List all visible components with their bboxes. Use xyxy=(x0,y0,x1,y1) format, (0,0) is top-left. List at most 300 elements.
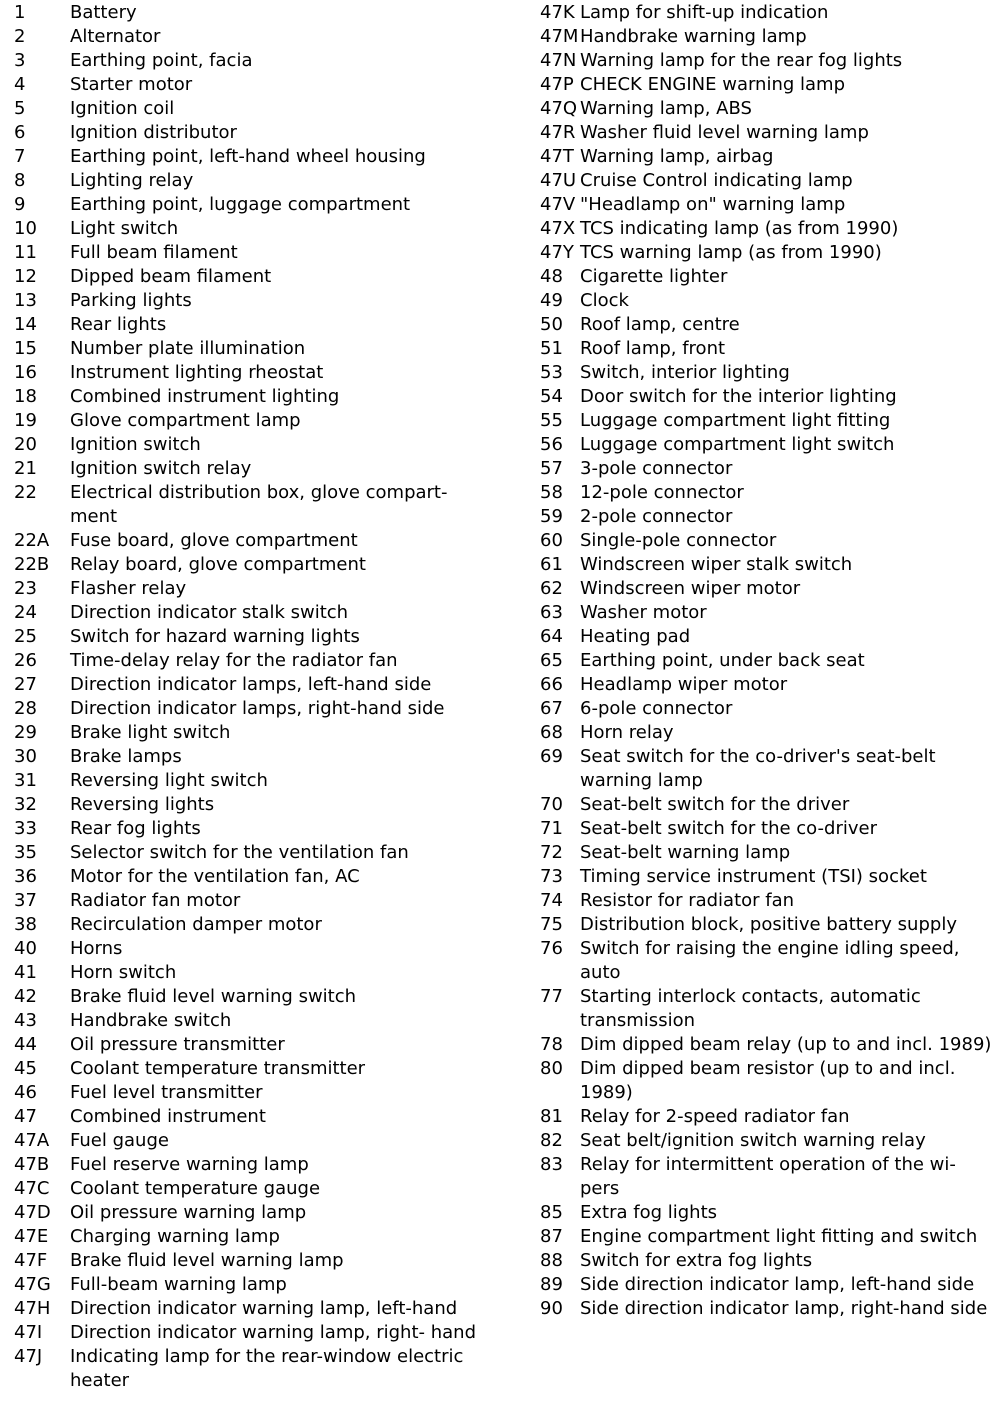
legend-entry-number: 20 xyxy=(14,434,37,455)
legend-entry xyxy=(10,1033,514,1057)
legend-entry xyxy=(10,1297,514,1321)
legend-entry xyxy=(516,1057,1008,1105)
legend-entry-number: 58 xyxy=(540,482,563,503)
legend-entry-number: 13 xyxy=(14,290,37,311)
legend-entry-description: Relay board, glove compartment xyxy=(70,554,366,575)
legend-entry-description: Oil pressure transmitter xyxy=(70,1034,285,1055)
legend-entry-description: Handbrake switch xyxy=(70,1010,232,1031)
legend-entry-number: 80 xyxy=(540,1058,563,1079)
legend-entry-description: Warning lamp for the rear fog lights xyxy=(580,50,903,71)
legend-entry-description: Direction indicator warning lamp, right- hand xyxy=(70,1322,477,1343)
legend-entry-description: Selector switch for the ventilation fan xyxy=(70,842,409,863)
legend-entry xyxy=(10,337,514,361)
legend-entry-number: 88 xyxy=(540,1250,563,1271)
legend-entry xyxy=(10,1009,514,1033)
legend-entry xyxy=(516,1129,1008,1153)
legend-entry-number: 60 xyxy=(540,530,563,551)
legend-entry-number: 47R xyxy=(540,122,576,143)
legend-entry-number: 77 xyxy=(540,986,563,1007)
legend-entry-description: Luggage compartment light fitting xyxy=(580,410,891,431)
legend-entry-number: 14 xyxy=(14,314,37,335)
legend-entry-description: Fuel reserve warning lamp xyxy=(70,1154,309,1175)
legend-entry-description: Cruise Control indicating lamp xyxy=(580,170,853,191)
legend-entry-number: 43 xyxy=(14,1010,37,1031)
legend-entry-description: Washer motor xyxy=(580,602,707,623)
legend-entry-description: Fuel level transmitter xyxy=(70,1082,263,1103)
legend-entry-description: Side direction indicator lamp, right-hand side xyxy=(580,1298,988,1319)
legend-entry-description: Relay for 2-speed radiator fan xyxy=(580,1106,850,1127)
legend-entry-number: 47H xyxy=(14,1298,51,1319)
legend-entry-description: Lighting relay xyxy=(70,170,194,191)
legend-entry-number: 30 xyxy=(14,746,37,767)
legend-entry-description: Rear lights xyxy=(70,314,167,335)
legend-entry xyxy=(10,73,514,97)
legend-entry xyxy=(516,457,1008,481)
legend-entry-description: Roof lamp, front xyxy=(580,338,726,359)
legend-entry xyxy=(516,97,1008,121)
legend-entry-description: Starter motor xyxy=(70,74,193,95)
legend-entry-description: Brake fluid level warning switch xyxy=(70,986,357,1007)
legend-entry-number: 2 xyxy=(14,26,26,47)
legend-entry-description: Indicating lamp for the rear-window electric heater xyxy=(70,1346,464,1391)
legend-entry xyxy=(10,985,514,1009)
legend-entry-number: 8 xyxy=(14,170,26,191)
legend-entry-description: Windscreen wiper stalk switch xyxy=(580,554,853,575)
legend-entry-number: 71 xyxy=(540,818,563,839)
legend-entry-description: Charging warning lamp xyxy=(70,1226,280,1247)
legend-entry-description: Light switch xyxy=(70,218,179,239)
legend-entry xyxy=(10,409,514,433)
legend-entry-number: 28 xyxy=(14,698,37,719)
legend-entry xyxy=(10,1321,514,1345)
legend-entry-number: 47T xyxy=(540,146,574,167)
legend-entry-number: 44 xyxy=(14,1034,37,1055)
legend-entry xyxy=(10,625,514,649)
legend-entry xyxy=(10,1201,514,1225)
legend-entry xyxy=(516,745,1008,793)
legend-entry-number: 47A xyxy=(14,1130,50,1151)
legend-entry-description: Switch for hazard warning lights xyxy=(70,626,360,647)
legend-entry-number: 59 xyxy=(540,506,563,527)
legend-entry xyxy=(10,1,514,25)
legend-entry-description: Relay for intermittent operation of the wi- pers xyxy=(580,1154,956,1199)
legend-entry-description: Seat-belt switch for the co-driver xyxy=(580,818,877,839)
legend-entry xyxy=(10,1273,514,1297)
legend-entry xyxy=(10,745,514,769)
legend-entry xyxy=(516,409,1008,433)
legend-entry xyxy=(516,169,1008,193)
legend-entry-description: Side direction indicator lamp, left-hand side xyxy=(580,1274,975,1295)
legend-entry-description: TCS warning lamp (as from 1990) xyxy=(580,242,882,263)
legend-entry-description: Roof lamp, centre xyxy=(580,314,740,335)
legend-entry-description: Alternator xyxy=(70,26,161,47)
legend-entry-description: Windscreen wiper motor xyxy=(580,578,801,599)
legend-entry-description: Reversing light switch xyxy=(70,770,268,791)
legend-entry-number: 29 xyxy=(14,722,37,743)
legend-entry-number: 75 xyxy=(540,914,563,935)
legend-entry xyxy=(516,625,1008,649)
legend-entry xyxy=(516,985,1008,1033)
legend-entry xyxy=(516,289,1008,313)
legend-entry-number: 16 xyxy=(14,362,37,383)
legend-entry xyxy=(10,1177,514,1201)
legend-entry xyxy=(516,1249,1008,1273)
legend-entry xyxy=(10,1081,514,1105)
legend-entry xyxy=(516,1297,1008,1321)
legend-entry-number: 47 xyxy=(14,1106,37,1127)
legend-entry-number: 23 xyxy=(14,578,37,599)
legend-entry-number: 3 xyxy=(14,50,26,71)
legend-entry-description: Direction indicator stalk switch xyxy=(70,602,349,623)
legend-entry-description: "Headlamp on" warning lamp xyxy=(580,194,846,215)
legend-entry-number: 81 xyxy=(540,1106,563,1127)
legend-entry-description: Washer fluid level warning lamp xyxy=(580,122,869,143)
legend-entry xyxy=(10,937,514,961)
legend-entry-description: Earthing point, luggage compartment xyxy=(70,194,411,215)
legend-entry-number: 9 xyxy=(14,194,26,215)
legend-entry xyxy=(10,793,514,817)
legend-entry-number: 6 xyxy=(14,122,26,143)
legend-entry-description: Direction indicator warning lamp, left-hand xyxy=(70,1298,458,1319)
legend-entry-description: Instrument lighting rheostat xyxy=(70,362,324,383)
legend-entry-description: Full beam filament xyxy=(70,242,238,263)
legend-entry xyxy=(516,1225,1008,1249)
legend-entry xyxy=(516,1105,1008,1129)
legend-entry xyxy=(10,673,514,697)
legend-entry-description: Switch for extra fog lights xyxy=(580,1250,813,1271)
legend-entry-number: 51 xyxy=(540,338,563,359)
legend-entry xyxy=(516,913,1008,937)
legend-entry-description: Timing service instrument (TSI) socket xyxy=(580,866,927,887)
legend-entry xyxy=(516,1201,1008,1225)
legend-entry xyxy=(516,145,1008,169)
legend-entry-description: Oil pressure warning lamp xyxy=(70,1202,307,1223)
legend-entry-number: 45 xyxy=(14,1058,37,1079)
legend-entry-number: 18 xyxy=(14,386,37,407)
legend-entry-description: Motor for the ventilation fan, AC xyxy=(70,866,360,887)
legend-entry xyxy=(516,817,1008,841)
legend-entry xyxy=(516,553,1008,577)
legend-entry-number: 61 xyxy=(540,554,563,575)
legend-entry-description: Switch, interior lighting xyxy=(580,362,790,383)
legend-entry-description: Seat-belt switch for the driver xyxy=(580,794,850,815)
legend-entry-number: 25 xyxy=(14,626,37,647)
legend-entry xyxy=(516,865,1008,889)
legend-entry xyxy=(10,889,514,913)
legend-entry-number: 31 xyxy=(14,770,37,791)
legend-entry xyxy=(10,457,514,481)
legend-entry-number: 46 xyxy=(14,1082,37,1103)
legend-entry-description: Ignition coil xyxy=(70,98,175,119)
legend-entry-number: 64 xyxy=(540,626,563,647)
legend-entry-number: 47J xyxy=(14,1346,43,1367)
legend-entry-number: 49 xyxy=(540,290,563,311)
legend-entry-number: 4 xyxy=(14,74,26,95)
legend-entry-description: Radiator fan motor xyxy=(70,890,241,911)
legend-entry-number: 69 xyxy=(540,746,563,767)
legend-entry-number: 7 xyxy=(14,146,26,167)
legend-entry-number: 27 xyxy=(14,674,37,695)
legend-entry-number: 47B xyxy=(14,1154,50,1175)
legend-entry-number: 21 xyxy=(14,458,37,479)
legend-entry-description: Parking lights xyxy=(70,290,192,311)
legend-entry-description: Headlamp wiper motor xyxy=(580,674,788,695)
legend-entry xyxy=(516,25,1008,49)
legend-entry xyxy=(10,241,514,265)
legend-entry-number: 83 xyxy=(540,1154,563,1175)
legend-entry xyxy=(516,649,1008,673)
legend-entry-number: 47F xyxy=(14,1250,48,1271)
legend-entry-number: 22 xyxy=(14,482,37,503)
legend-entry-description: Warning lamp, airbag xyxy=(580,146,774,167)
legend-entry-description: 3-pole connector xyxy=(580,458,733,479)
legend-entry-number: 87 xyxy=(540,1226,563,1247)
legend-entry-description: Coolant temperature transmitter xyxy=(70,1058,366,1079)
legend-entry xyxy=(516,721,1008,745)
legend-entry-number: 66 xyxy=(540,674,563,695)
legend-entry-number: 72 xyxy=(540,842,563,863)
legend-entry xyxy=(516,49,1008,73)
legend-entry-number: 47U xyxy=(540,170,577,191)
legend-entry-description: Ignition distributor xyxy=(70,122,237,143)
legend-entry-description: Combined instrument xyxy=(70,1106,266,1127)
legend-entry-description: Horn switch xyxy=(70,962,177,983)
legend-entry xyxy=(10,553,514,577)
legend-entry xyxy=(516,577,1008,601)
legend-entry-description: Earthing point, facia xyxy=(70,50,253,71)
legend-entry-number: 53 xyxy=(540,362,563,383)
legend-entry-number: 63 xyxy=(540,602,563,623)
legend-entry-description: Time-delay relay for the radiator fan xyxy=(70,650,398,671)
legend-entry-description: Ignition switch relay xyxy=(70,458,252,479)
legend-entry-number: 47G xyxy=(14,1274,51,1295)
legend-entry-number: 47C xyxy=(14,1178,50,1199)
legend-entry-number: 73 xyxy=(540,866,563,887)
legend-entry xyxy=(10,481,514,529)
legend-entry-description: Full-beam warning lamp xyxy=(70,1274,287,1295)
legend-entry xyxy=(10,313,514,337)
legend-entry-description: Handbrake warning lamp xyxy=(580,26,807,47)
legend-entry-description: Single-pole connector xyxy=(580,530,777,551)
legend-entry-number: 37 xyxy=(14,890,37,911)
legend-entry-description: Horn relay xyxy=(580,722,674,743)
legend-entry-number: 24 xyxy=(14,602,37,623)
legend-entry-number: 32 xyxy=(14,794,37,815)
legend-entry-number: 19 xyxy=(14,410,37,431)
legend-entry-number: 40 xyxy=(14,938,37,959)
legend-entry-description: Distribution block, positive battery supply xyxy=(580,914,957,935)
legend-entry-number: 22B xyxy=(14,554,50,575)
legend-entry xyxy=(10,1153,514,1177)
legend-entry xyxy=(10,1249,514,1273)
legend-entry xyxy=(10,25,514,49)
legend-entry-number: 12 xyxy=(14,266,37,287)
legend-entry-description: Cigarette lighter xyxy=(580,266,728,287)
legend-entry-number: 47K xyxy=(540,2,575,23)
legend-entry-description: Dipped beam filament xyxy=(70,266,272,287)
legend-entry xyxy=(516,73,1008,97)
legend-entry-number: 82 xyxy=(540,1130,563,1151)
legend-entry xyxy=(10,121,514,145)
legend-entry xyxy=(10,721,514,745)
legend-entry-description: Seat switch for the co-driver's seat-belt warning lamp xyxy=(580,746,936,791)
legend-entry-description: Earthing point, under back seat xyxy=(580,650,865,671)
legend-entry xyxy=(10,1225,514,1249)
legend-entry-description: Brake lamps xyxy=(70,746,182,767)
legend-entry-number: 62 xyxy=(540,578,563,599)
legend-entry-description: CHECK ENGINE warning lamp xyxy=(580,74,846,95)
legend-entry-description: Direction indicator lamps, right-hand side xyxy=(70,698,445,719)
legend-entry-description: Combined instrument lighting xyxy=(70,386,340,407)
legend-entry-description: Direction indicator lamps, left-hand side xyxy=(70,674,432,695)
legend-entry xyxy=(516,601,1008,625)
legend-entry xyxy=(516,841,1008,865)
legend-entry-description: Ignition switch xyxy=(70,434,201,455)
legend-entry-number: 1 xyxy=(14,2,26,23)
legend-entry-description: Extra fog lights xyxy=(580,1202,718,1223)
legend-entry-number: 35 xyxy=(14,842,37,863)
legend-entry-number: 33 xyxy=(14,818,37,839)
legend-entry-description: Dim dipped beam relay (up to and incl. 1989) xyxy=(580,1034,992,1055)
legend-entry-number: 47Y xyxy=(540,242,574,263)
legend-entry xyxy=(10,1129,514,1153)
legend-entry-number: 22A xyxy=(14,530,50,551)
legend-entry-number: 54 xyxy=(540,386,563,407)
legend-entry-number: 57 xyxy=(540,458,563,479)
legend-entry-number: 41 xyxy=(14,962,37,983)
legend-entry-number: 47X xyxy=(540,218,576,239)
legend-entry-number: 47V xyxy=(540,194,576,215)
legend-entry-description: Luggage compartment light switch xyxy=(580,434,895,455)
legend-entry-description: 6-pole connector xyxy=(580,698,733,719)
legend-entry xyxy=(10,289,514,313)
legend-entry-description: Rear fog lights xyxy=(70,818,201,839)
legend-entry-number: 48 xyxy=(540,266,563,287)
legend-entry-number: 47I xyxy=(14,1322,43,1343)
legend-entry xyxy=(10,841,514,865)
legend-entry xyxy=(10,649,514,673)
legend-entry-number: 42 xyxy=(14,986,37,1007)
legend-entry-description: Coolant temperature gauge xyxy=(70,1178,321,1199)
legend-entry xyxy=(516,937,1008,985)
legend-entry xyxy=(516,433,1008,457)
legend-entry-description: Lamp for shift-up indication xyxy=(580,2,829,23)
legend-entry-number: 47M xyxy=(540,26,579,47)
legend-entry-number: 76 xyxy=(540,938,563,959)
legend-entry-number: 10 xyxy=(14,218,37,239)
legend-entry-description: Fuse board, glove compartment xyxy=(70,530,358,551)
legend-entry-number: 90 xyxy=(540,1298,563,1319)
legend-entry-description: Earthing point, left-hand wheel housing xyxy=(70,146,426,167)
legend-entry xyxy=(10,49,514,73)
legend-entry-number: 55 xyxy=(540,410,563,431)
legend-entry-description: Seat-belt warning lamp xyxy=(580,842,791,863)
legend-entry-number: 11 xyxy=(14,242,37,263)
legend-entry xyxy=(516,193,1008,217)
legend-entry xyxy=(516,337,1008,361)
legend-entry-number: 50 xyxy=(540,314,563,335)
legend-entry xyxy=(516,673,1008,697)
legend-entry xyxy=(516,1,1008,25)
legend-entry-number: 70 xyxy=(540,794,563,815)
legend-entry xyxy=(10,217,514,241)
legend-entry-number: 78 xyxy=(540,1034,563,1055)
legend-entry-number: 26 xyxy=(14,650,37,671)
legend-entry xyxy=(10,601,514,625)
legend-entry-number: 5 xyxy=(14,98,26,119)
legend-entry-number: 47N xyxy=(540,50,577,71)
legend-entry-number: 89 xyxy=(540,1274,563,1295)
legend-entry-number: 38 xyxy=(14,914,37,935)
legend-entry xyxy=(10,169,514,193)
legend-entry-description: Door switch for the interior lighting xyxy=(580,386,897,407)
legend-entry xyxy=(10,961,514,985)
legend-entry-description: Recirculation damper motor xyxy=(70,914,322,935)
legend-entry-description: Seat belt/ignition switch warning relay xyxy=(580,1130,926,1151)
legend-entry xyxy=(516,361,1008,385)
legend-entry-description: Engine compartment light fitting and switch xyxy=(580,1226,978,1247)
legend-entry xyxy=(10,145,514,169)
legend-entry-number: 67 xyxy=(540,698,563,719)
legend-entry xyxy=(516,385,1008,409)
legend-entry-number: 47D xyxy=(14,1202,51,1223)
legend-entry-description: Battery xyxy=(70,2,137,23)
legend-entry xyxy=(516,529,1008,553)
legend-entry-description: TCS indicating lamp (as from 1990) xyxy=(580,218,899,239)
legend-entry-description: Switch for raising the engine idling speed, auto xyxy=(580,938,960,983)
legend-entry xyxy=(516,889,1008,913)
legend-entry xyxy=(10,865,514,889)
legend-entry-description: Flasher relay xyxy=(70,578,187,599)
legend-entry xyxy=(516,793,1008,817)
legend-entry xyxy=(10,433,514,457)
legend-entry xyxy=(10,193,514,217)
legend-entry-description: 2-pole connector xyxy=(580,506,733,527)
legend-entry-number: 47Q xyxy=(540,98,578,119)
legend-entry xyxy=(10,97,514,121)
legend-entry xyxy=(516,313,1008,337)
legend-entry xyxy=(10,1345,514,1393)
legend-entry xyxy=(516,121,1008,145)
legend-entry-description: Warning lamp, ABS xyxy=(580,98,752,119)
legend-entry xyxy=(10,577,514,601)
legend-entry-description: Reversing lights xyxy=(70,794,215,815)
legend-entry-number: 68 xyxy=(540,722,563,743)
legend-entry-description: Number plate illumination xyxy=(70,338,306,359)
legend-entry xyxy=(10,817,514,841)
legend-entry-description: Heating pad xyxy=(580,626,691,647)
legend-entry-description: Fuel gauge xyxy=(70,1130,169,1151)
legend-entry-description: Brake fluid level warning lamp xyxy=(70,1250,344,1271)
legend-entry xyxy=(10,769,514,793)
legend-entry xyxy=(516,1273,1008,1297)
legend-entry xyxy=(516,1153,1008,1201)
legend-column-right xyxy=(514,0,1008,1416)
legend-entry-number: 74 xyxy=(540,890,563,911)
legend-entry xyxy=(10,265,514,289)
legend-entry-description: Horns xyxy=(70,938,123,959)
legend-entry-number: 47E xyxy=(14,1226,49,1247)
legend-entry-description: Glove compartment lamp xyxy=(70,410,301,431)
legend-entry-number: 56 xyxy=(540,434,563,455)
legend-entry-number: 47P xyxy=(540,74,574,95)
legend-entry xyxy=(10,529,514,553)
legend-entry-description: Starting interlock contacts, automatic transmission xyxy=(580,986,921,1031)
legend-entry xyxy=(516,241,1008,265)
legend-entry xyxy=(516,265,1008,289)
legend-entry xyxy=(10,361,514,385)
legend-entry xyxy=(516,505,1008,529)
